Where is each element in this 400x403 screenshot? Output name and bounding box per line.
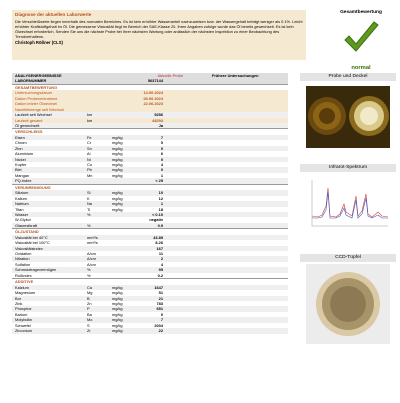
param-symbol: Cr [87,140,92,146]
checkmark-icon [341,19,381,59]
param-value: 06.06.2024 [143,95,163,101]
param-symbol: Mo [87,317,93,323]
param-value: 0 [160,311,163,317]
param-symbol: Cu [87,162,92,167]
previous-header: Frühere Untersuchungen [212,73,259,78]
param-value: 6 [160,151,163,157]
param-value: < 0.10 [152,211,163,217]
param-unit: mg/kg [112,201,123,207]
overall-heading: Gesamtbewertung [340,10,382,15]
param-unit: mg/kg [112,145,123,151]
param-unit: mg/kg [112,156,123,162]
param-name: Barium [15,311,28,317]
overall-rating [330,10,392,71]
param-name: Aluminium [15,151,34,157]
param-value: 0.2 [157,272,163,278]
param-symbol: Ni [87,156,91,162]
param-symbol: A/cm [87,261,96,267]
param-value: 48293 [152,117,163,123]
param-value: 95 [158,267,163,273]
param-value: 4 [160,162,163,167]
param-name: Kalium [15,195,27,201]
param-unit: mg/kg [112,290,123,296]
param-unit: mg/kg [112,295,123,301]
param-symbol: Ba [87,311,92,317]
param-value: 1 [160,172,163,178]
param-name: Schmutztragevermögen [15,267,57,273]
param-value: 11 [158,251,163,256]
param-name: PQ-Index [15,178,32,184]
param-value: 7 [160,134,163,140]
param-value: 783 [156,300,163,306]
sample-photos [306,86,390,148]
param-symbol: Sn [87,145,92,151]
param-symbol: B [87,295,90,301]
param-symbol: A/cm [87,251,96,256]
param-symbol: Pb [87,167,92,173]
param-unit: mg/kg [112,322,123,328]
diagnosis-title: Diagnose der aktuellen Laborwerte [15,12,92,17]
param-value: < 25 [155,178,163,184]
param-value: 167 [156,245,163,251]
param-name: Nachfüllmenge seit Wechsel [15,106,65,112]
param-value: 9256 [154,112,163,118]
param-unit: mg/kg [112,300,123,306]
param-value: 2034 [154,322,163,328]
param-unit: mg/kg [112,151,123,157]
table-title: ANALYSENERGEBNISSE [15,73,62,78]
param-name: Blei [15,167,22,173]
param-value: 18 [158,206,163,212]
ccd-title: CCD-Tüpfel [300,254,396,262]
param-name: Laufzeit seit Wechsel [15,112,52,118]
labnumber-label: LABORNUMMER [15,78,47,84]
param-value: Ja [158,122,163,128]
param-value: 0 [160,140,163,146]
param-value: 1 [160,201,163,207]
labnumber-value: 5637144 [147,78,163,84]
param-symbol: Ca [87,284,92,290]
param-symbol: Mg [87,290,93,296]
diagnosis-box [12,10,306,60]
param-value: 1647 [154,284,163,290]
param-name: Bor [15,295,22,301]
param-name: Öl gewechselt [15,122,40,128]
param-name: Titan [15,206,24,212]
param-name: Natrium [15,201,29,207]
param-symbol: S [87,322,90,328]
spectrum-title: Infrarot-Spektrum [300,164,396,172]
param-symbol: mm²/s [87,234,98,240]
param-unit: mg/kg [112,134,123,140]
param-value: 0 [160,145,163,151]
param-value: 8.26 [155,240,163,246]
param-value: 0 [160,156,163,162]
param-value: 10 [158,190,163,196]
param-value: 7 [160,317,163,323]
param-value: 651 [156,306,163,312]
param-name: Kalzium [15,284,29,290]
param-unit: mg/kg [112,172,123,178]
param-symbol: % [87,222,91,228]
param-value: 0 [160,167,163,173]
param-symbol: % [87,272,91,278]
param-name: Viskosität bei 100°C [15,240,50,246]
param-name: Oxidation [15,251,32,256]
param-unit: mg/kg [112,167,123,173]
param-name: Zirconium [15,328,33,334]
param-name: Datum Probenentnahme [15,95,58,101]
param-unit: mg/kg [112,195,123,201]
param-unit: mg/kg [112,311,123,317]
param-value: 21 [158,295,163,301]
param-symbol: Zn [87,300,92,306]
ccd-spot-image [306,264,390,344]
param-name: Schwefel [15,322,31,328]
overall-label: normal [351,65,371,71]
param-symbol: % [87,211,91,217]
param-symbol: km [87,117,93,123]
param-value: 43.89 [153,234,163,240]
diagnosis-signature: Christoph Rößner (CLS) [15,40,63,45]
spectrum-panel [300,164,396,172]
param-name: Zinn [15,145,23,151]
param-name: Nitration [15,256,30,262]
param-symbol: % [87,267,91,273]
param-name: Untersuchungsdatum [15,90,52,96]
param-name: Eisen [15,134,25,140]
param-unit: mg/kg [112,140,123,146]
results-table [12,73,288,334]
section-title: ADDITIVE [15,279,34,285]
param-value: 2 [160,256,163,262]
param-value: negativ [149,217,163,223]
table-row [12,328,288,333]
section-title: ÖLZUSTAND [15,229,39,235]
param-name: Viskositätsindex [15,245,43,251]
infrared-spectrum [306,176,390,232]
param-name: Chrom [15,140,27,146]
param-symbol: Mn [87,172,93,178]
param-unit: mg/kg [112,190,123,196]
section-title: GESAMTBEWERTUNG [15,84,58,90]
param-name: Rußindex [15,272,32,278]
param-value: 51 [158,290,163,296]
section-title: VERSCHLEISS [15,129,43,135]
param-symbol: Fe [87,134,92,140]
param-symbol: P [87,306,90,312]
param-name: Kupfer [15,162,27,167]
param-symbol: Si [87,190,91,196]
current-sample-header: Aktuelle Probe [157,73,183,78]
param-name: Phosphor [15,306,32,312]
param-name: Mangan [15,172,30,178]
param-value: 12 [158,195,163,201]
param-unit: mg/kg [112,206,123,212]
param-symbol: K [87,195,90,201]
param-name: Magnesium [15,290,36,296]
param-symbol: Ti [87,206,91,212]
param-value: 22 [158,328,163,334]
param-name: W-Glykol [15,217,31,223]
param-name: Wasser [15,211,29,217]
param-symbol: Al [87,151,91,157]
param-name: Sulfation [15,261,31,267]
param-unit: mg/kg [112,317,123,323]
param-name: Nickel [15,156,26,162]
param-name: Laufzeit gesamt [15,117,43,123]
param-value: 4 [160,261,163,267]
param-name: Glasrestkraft [15,222,38,228]
param-unit: mg/kg [112,328,123,334]
param-value: 0.9 [157,222,163,228]
ccd-panel [300,254,396,262]
param-symbol: mm²/s [87,240,98,246]
section-title: VERUNREINIGUNG [15,184,51,190]
param-name: Viskosität bei 40°C [15,234,48,240]
param-unit: mg/kg [112,284,123,290]
param-symbol: Na [87,201,92,207]
param-name: Datum letzter Ölwechsel [15,101,58,107]
param-value: 14.06.2024 [143,90,163,96]
photos-panel [300,73,396,81]
param-value: 22.06.2023 [143,101,163,107]
param-symbol: A/cm [87,256,96,262]
param-name: Silizium [15,190,29,196]
param-symbol: km [87,112,93,118]
param-name: Molybdän [15,317,32,323]
diagnosis-text: Die Verschleißwerte liegen innerhalb des normalen Bereiches. Es ist kein erhöhter Wasseranteil nachzuweisen bzw. der Wassergehalt beträgt weniger als 0.1%. Leicht erhöhter Kraftstoffgehalt im Öl. Die gemessene Viskosität liegt im Bereich der SAE-Klasse 20. Ihren Angaben zufolge wurde das Öl bereits gewechselt. Es ist kein Ölwechsel erforderlich. Senden Sie uns die nächste Probe bei Ihrer nächsten Wartung oder anlässlich der nächsten Inspektion zu einer Beobachtung des Trendverhaltens. [15,19,303,39]
param-unit: mg/kg [112,162,123,167]
param-unit: mg/kg [112,306,123,312]
param-name: Zink [15,300,23,306]
photos-title: Probe und Deckel [300,73,396,81]
param-symbol: Zr [87,328,91,334]
